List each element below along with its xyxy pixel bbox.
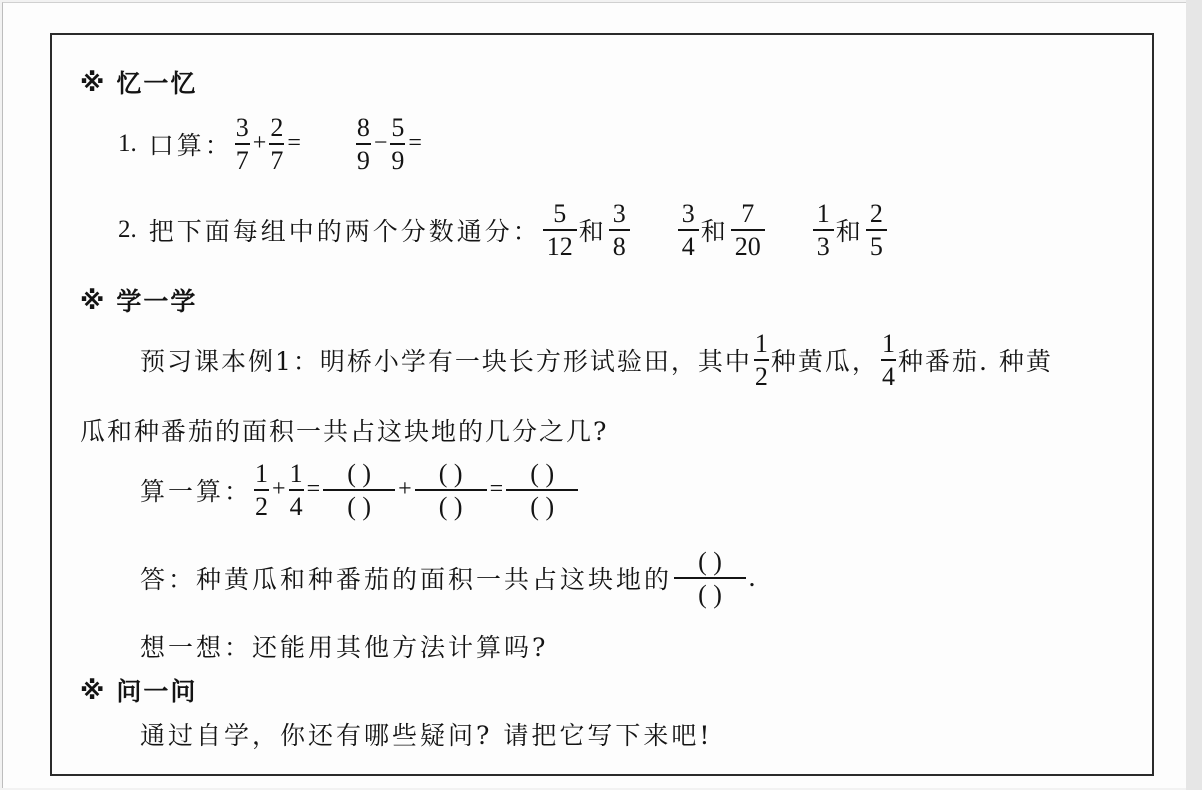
equals-sign: = [408, 130, 422, 157]
minus-sign: − [373, 130, 388, 157]
numerator: 3 [612, 199, 626, 228]
reference-mark-icon: ※ [80, 67, 107, 97]
example-text: 种番茄. 种黄 [897, 346, 1053, 376]
numerator: 8 [356, 113, 370, 142]
blank-fraction[interactable] [415, 458, 487, 522]
equals-sign: = [287, 130, 301, 157]
section-title: 忆一忆 [116, 69, 198, 98]
fraction [289, 458, 304, 522]
blank-fraction[interactable] [506, 458, 578, 522]
plus-sign: + [398, 476, 412, 503]
fraction [254, 458, 269, 522]
page-margin [1186, 0, 1202, 790]
fraction [269, 112, 284, 176]
numerator: 3 [681, 199, 695, 228]
denominator: 7 [235, 145, 249, 175]
denominator: 9 [356, 145, 370, 175]
example-text: 种黄瓜， [770, 346, 879, 376]
denominator: 4 [681, 231, 695, 261]
fraction [356, 112, 371, 176]
think-text: 想一想：还能用其他方法计算吗? [140, 633, 549, 662]
fraction [866, 198, 887, 262]
denominator: 2 [754, 361, 768, 391]
answer-period: . [748, 563, 759, 593]
denominator: 4 [881, 361, 895, 391]
conjunction: 和 [700, 216, 729, 246]
calculation-row [140, 458, 580, 522]
blank-denominator[interactable]: ( ) [347, 491, 372, 521]
blank-denominator[interactable]: ( ) [698, 579, 722, 609]
example-line-1 [140, 328, 1053, 392]
conjunction: 和 [578, 216, 607, 246]
blank-fraction[interactable] [674, 546, 746, 610]
fraction [881, 328, 896, 392]
question-1 [118, 112, 423, 176]
section-heading-learn [80, 282, 197, 318]
equals-sign: = [489, 476, 504, 503]
blank-numerator[interactable]: ( ) [698, 547, 722, 576]
fraction [235, 112, 250, 176]
blank-numerator[interactable]: ( ) [530, 459, 555, 488]
question-text: 通过自学，你还有哪些疑问? 请把它写下来吧! [140, 721, 713, 750]
answer-text: 答：种黄瓜和种番茄的面积一共占这块地的 [140, 564, 673, 594]
blank-numerator[interactable]: ( ) [438, 459, 463, 488]
denominator: 20 [734, 231, 761, 261]
think-row [140, 628, 548, 664]
numerator: 2 [270, 113, 284, 142]
denominator: 4 [289, 491, 303, 521]
numerator: 2 [869, 199, 883, 228]
section-heading-recall [80, 64, 197, 100]
fraction [543, 198, 577, 262]
numerator: 3 [235, 113, 249, 142]
numerator: 1 [754, 329, 768, 358]
reference-mark-icon: ※ [80, 675, 107, 705]
numerator: 7 [741, 199, 755, 228]
blank-numerator[interactable]: ( ) [347, 459, 372, 488]
numerator: 1 [289, 459, 303, 488]
numerator: 5 [391, 113, 405, 142]
section-title: 学一学 [116, 287, 198, 316]
fraction [731, 198, 765, 262]
blank-denominator[interactable]: ( ) [530, 491, 555, 521]
fraction [678, 198, 699, 262]
denominator: 9 [391, 145, 405, 175]
denominator: 2 [255, 491, 269, 521]
blank-fraction[interactable] [323, 458, 395, 522]
denominator: 12 [546, 231, 573, 261]
example-text: 预习课本例1：明桥小学有一块长方形试验田，其中 [140, 346, 752, 376]
plus-sign: + [252, 130, 267, 157]
fraction [390, 112, 405, 176]
conjunction: 和 [835, 216, 864, 246]
plus-sign: + [272, 476, 286, 503]
fraction [609, 198, 630, 262]
fraction [754, 328, 769, 392]
denominator: 5 [869, 231, 883, 261]
denominator: 3 [816, 231, 830, 261]
question-number: 2. [118, 215, 137, 243]
numerator: 1 [881, 329, 895, 358]
equals-sign: = [306, 476, 321, 503]
numerator: 1 [816, 199, 830, 228]
numerator: 5 [553, 199, 567, 228]
question-2 [118, 198, 889, 262]
answer-row [140, 546, 759, 610]
section-title: 问一问 [116, 677, 198, 706]
example-line-2 [80, 412, 608, 448]
calc-label: 算一算： [140, 476, 253, 506]
numerator: 1 [255, 459, 269, 488]
example-text: 瓜和种番茄的面积一共占这块地的几分之几? [80, 417, 609, 446]
reference-mark-icon: ※ [80, 285, 107, 315]
question-number: 1. [118, 129, 137, 157]
fraction [813, 198, 834, 262]
blank-denominator[interactable]: ( ) [438, 491, 463, 521]
denominator: 8 [612, 231, 626, 261]
denominator: 7 [270, 145, 284, 175]
section-heading-ask [80, 672, 197, 708]
question-label: 口算： [148, 130, 233, 160]
question-row [140, 716, 712, 752]
question-label: 把下面每组中的两个分数通分： [148, 216, 541, 246]
